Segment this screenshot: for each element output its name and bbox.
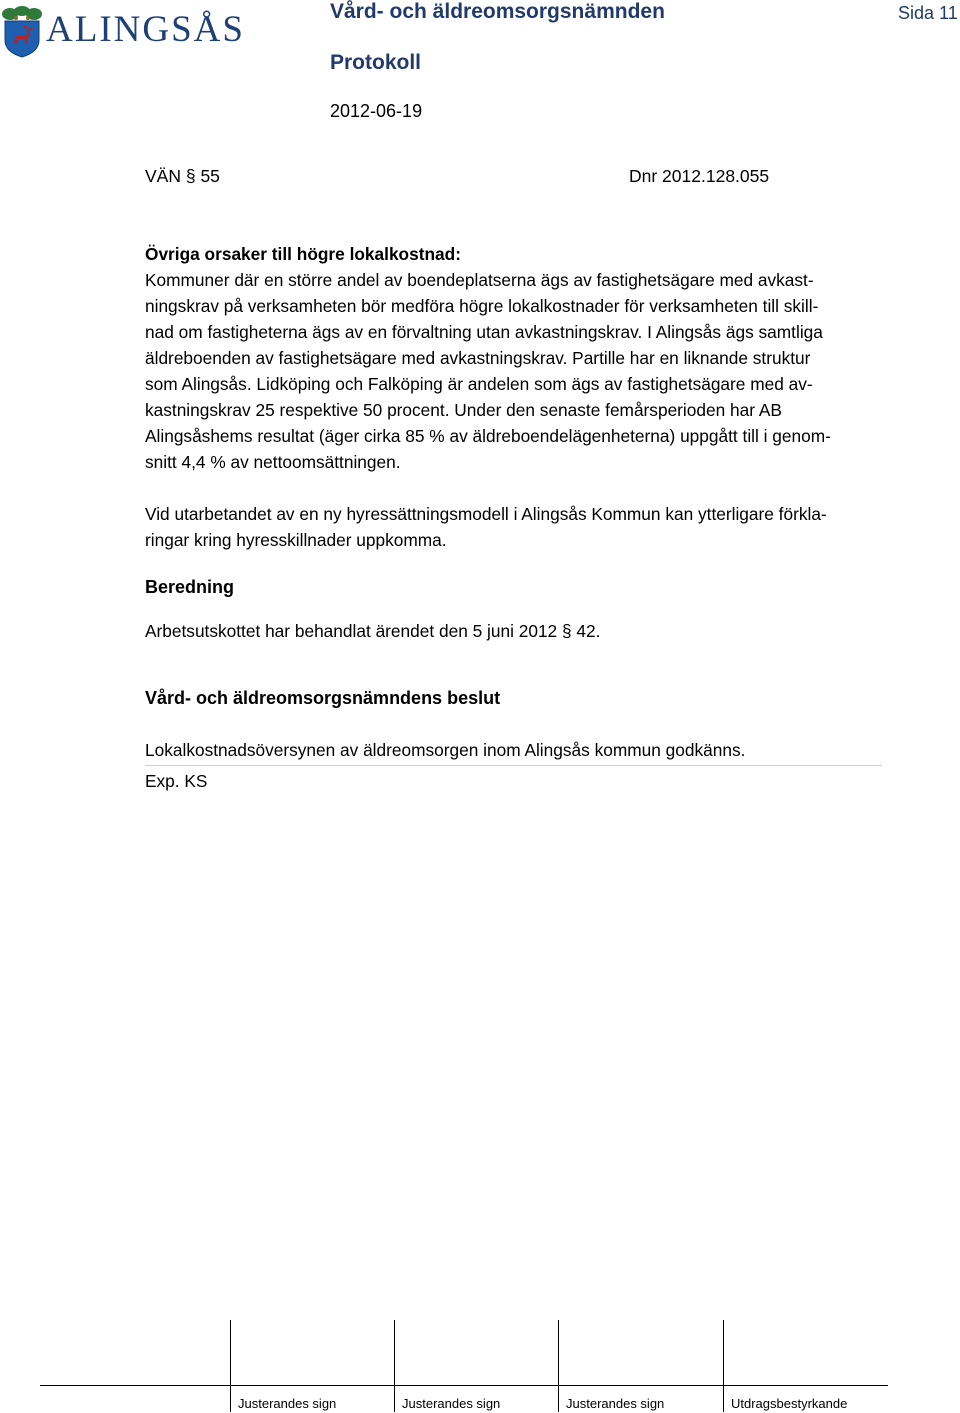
paragraph-line: Alingsåshems resultat (äger cirka 85 % av äldreboendelägenheterna) uppgått till i genom- [145,426,831,446]
paragraph-line: äldreboenden av fastighetsägare med avkastningskrav. Partille har en liknande struktur [145,348,811,368]
paragraph-line: snitt 4,4 % av nettoomsättningen. [145,452,401,472]
section-heading: Övriga orsaker till högre lokalkostnad: [145,244,461,264]
signature-baseline [40,1385,888,1386]
case-diary-number: Dnr 2012.128.055 [629,166,770,186]
decision-text [145,737,885,763]
beredning-text [145,618,885,644]
case-paragraph-ref: VÄN § 55 [145,166,220,186]
certification-field[interactable]: Utdragsbestyrkande [731,1396,848,1411]
page-number: Sida 11 [898,3,958,23]
signature-divider [558,1320,559,1412]
paragraph-line: ringar kring hyresskillnader uppkomma. [145,530,447,550]
signature-divider [394,1320,395,1412]
document-date: 2012-06-19 [330,101,423,121]
divider [145,765,882,766]
signature-divider [230,1320,231,1412]
signature-divider [723,1320,724,1412]
paragraph-line: ningskrav på verksamheten bör medföra högre lokalkostnader för verksamheten till skill- [145,296,819,316]
section-other-causes [145,241,885,475]
paragraph-line: kastningskrav 25 respektive 50 procent. Under den senaste femårsperioden har AB [145,400,782,420]
beredning-heading: Beredning [145,577,235,597]
signature-field-3[interactable]: Justerandes sign [566,1396,665,1411]
signature-field-2[interactable]: Justerandes sign [402,1396,501,1411]
logo-wordmark: ALINGSÅS [46,9,245,50]
decision-heading: Vård- och äldreomsorgsnämndens beslut [145,688,501,708]
paragraph-line: Vid utarbetandet av en ny hyressättningsmodell i Alingsås Kommun kan ytterligare förkla- [145,504,827,524]
paragraph-line: Kommuner där en större andel av boendeplatserna ägs av fastighetsägare med avkast- [145,270,814,290]
paragraph-line: nad om fastigheterna ägs av en förvaltning utan avkastningskrav. I Alingsås ägs samtliga [145,322,823,342]
paragraph-line: Lokalkostnadsöversynen av äldreomsorgen inom Alingsås kommun godkänns. [145,740,746,760]
section-rent-model [145,501,885,553]
board-name: Vård- och äldreomsorgsnämnden [330,0,665,23]
expedition-note [145,768,885,794]
paragraph-line: som Alingsås. Lidköping och Falköping är andelen som ägs av fastighetsägare med av- [145,374,813,394]
alingsas-logo [0,6,270,58]
signature-field-1[interactable]: Justerandes sign [238,1396,337,1411]
municipal-crest-icon [0,6,44,58]
paragraph-line: Exp. KS [145,771,208,791]
document-type: Protokoll [330,51,422,74]
paragraph-line: Arbetsutskottet har behandlat ärendet den 5 juni 2012 § 42. [145,621,601,641]
